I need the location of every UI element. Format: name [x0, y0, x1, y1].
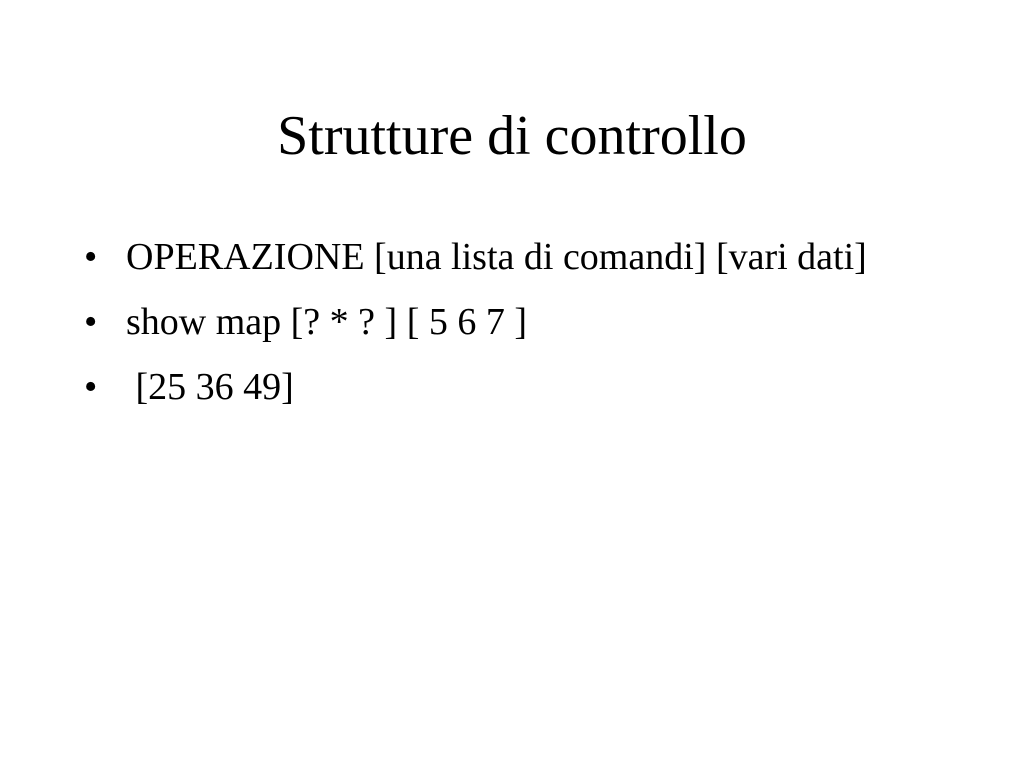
slide-title: Strutture di controllo [277, 105, 747, 167]
bullet-item [84, 360, 944, 415]
bullet-text: [25 36 49] [126, 366, 294, 408]
bullet-text: OPERAZIONE [una lista di comandi] [vari dati] [126, 236, 867, 278]
bullet-item [84, 295, 944, 350]
bullet-dot-icon: • [84, 366, 98, 408]
bullet-list [84, 230, 944, 425]
bullet-dot-icon: • [84, 236, 98, 278]
bullet-dot-icon: • [84, 301, 98, 343]
bullet-item [84, 230, 944, 285]
bullet-text: show map [? * ? ] [ 5 6 7 ] [126, 301, 528, 343]
